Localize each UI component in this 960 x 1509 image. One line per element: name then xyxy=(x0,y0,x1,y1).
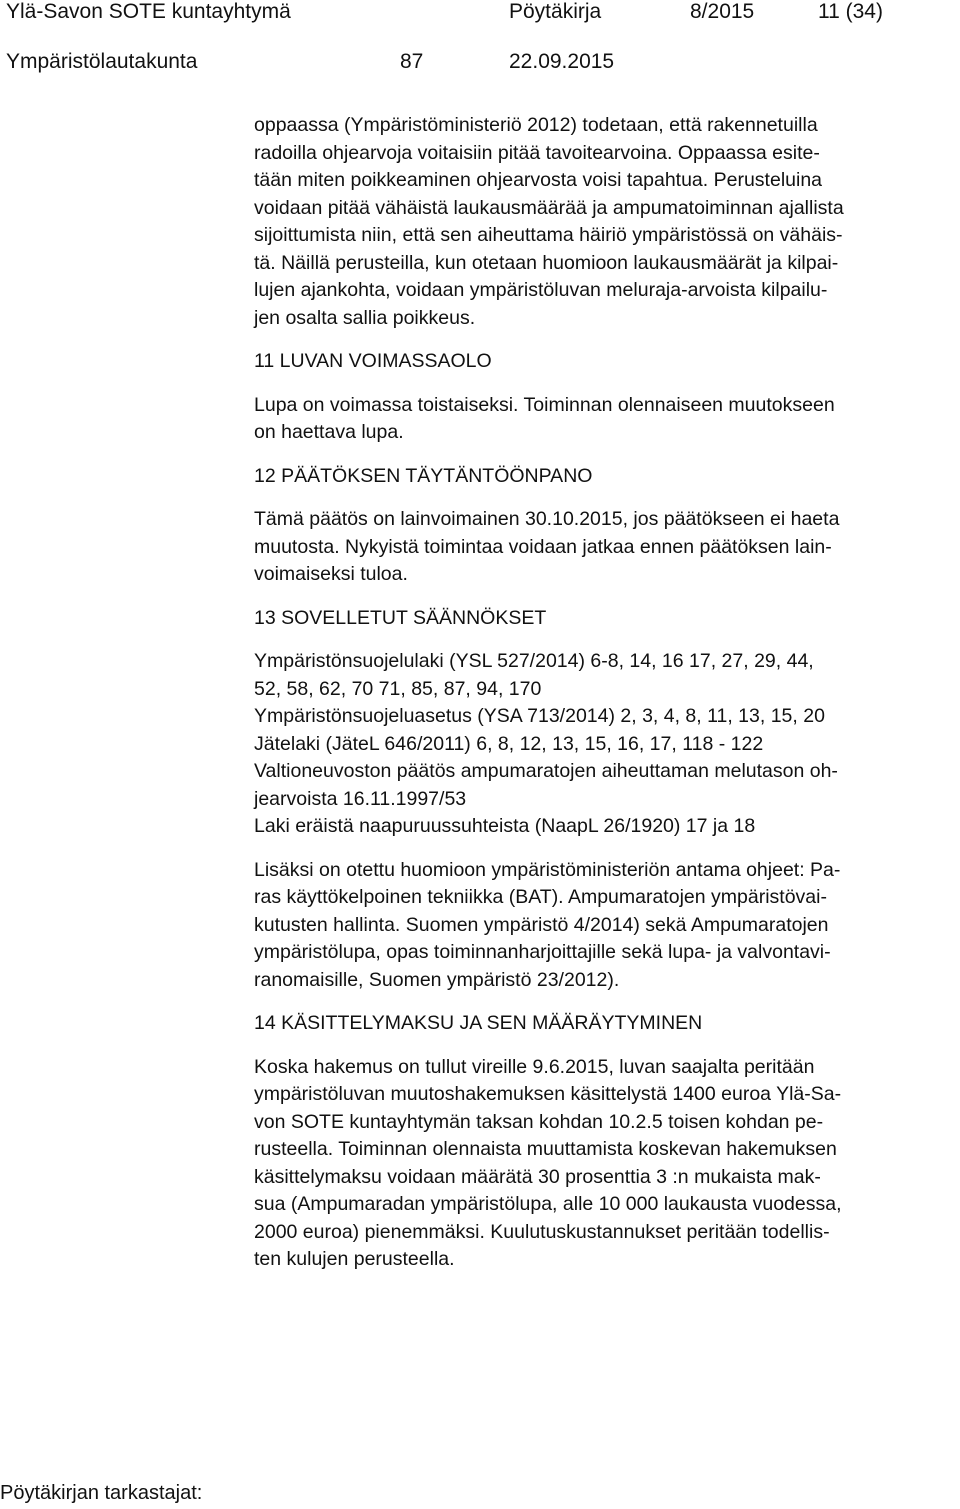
text-line: tään miten poikkeaminen ohjearvosta voisi tapahtua. Perusteluina xyxy=(254,169,823,191)
law-item: Laki eräistä naapuruussuhteista (NaapL 26/1920) 17 ja 18 xyxy=(254,815,756,837)
heading-14: 14 KÄSITTELYMAKSU JA SEN MÄÄRÄYTYMINEN xyxy=(254,1012,703,1034)
paragraph-13-guidelines xyxy=(254,857,960,995)
text-line: käsittelymaksu voidaan määrätä 30 prosenttia 3 :n mukaista mak- xyxy=(254,1165,821,1188)
law-item: Ympäristönsuojelulaki (YSL 527/2014) 6-8, 14, 16 17, 27, 29, 44, xyxy=(254,650,814,672)
heading-13: 13 SOVELLETUT SÄÄNNÖKSET xyxy=(254,606,547,629)
text-line: radoilla ohjearvoja voitaisiin pitää tavoitearvoina. Oppaassa esite- xyxy=(254,141,820,164)
committee-name: Ympäristölautakunta xyxy=(6,50,198,73)
text-line: sijoittumista niin, että sen aiheuttama häiriö ympäristössä on vähäis- xyxy=(254,224,843,246)
text-line: Koska hakemus on tullut vireille 9.6.2015, luvan saajalta peritään xyxy=(254,1055,815,1078)
text-line: ten kulujen perusteella. xyxy=(254,1248,455,1270)
document-body xyxy=(254,112,960,1274)
law-item: Valtioneuvoston päätös ampumaratojen aiheuttaman melutason oh- xyxy=(254,760,838,782)
text-line: kutusten hallinta. Suomen ympäristö 4/2014) sekä Ampumaratojen xyxy=(254,913,829,936)
text-line: ympäristölupa, opas toiminnanharjoittajille sekä lupa- ja valvontavi- xyxy=(254,941,831,963)
text-line: tä. Näillä perusteilla, kun otetaan huomioon laukausmäärät ja kilpai- xyxy=(254,251,839,274)
paragraph-11 xyxy=(254,392,960,447)
text-line: rusteella. Toiminnan olennaista muuttamista koskevan hakemuksen xyxy=(254,1138,837,1160)
text-line: on haettava lupa. xyxy=(254,421,404,443)
text-line: jen osalta sallia poikkeus. xyxy=(254,306,476,329)
text-line: voidaan pitää vähäistä laukausmäärää ja ampumatoiminnan ajallista xyxy=(254,196,844,219)
text-line: Tämä päätös on lainvoimainen 30.10.2015, jos päätökseen ei haeta xyxy=(254,508,840,530)
text-line: Lisäksi on otettu huomioon ympäristöministeriön antama ohjeet: Pa- xyxy=(254,858,841,881)
paragraph-12 xyxy=(254,506,960,589)
text-line: ranomaisille, Suomen ympäristö 23/2012). xyxy=(254,968,620,991)
section-number: 87 xyxy=(400,50,424,73)
law-item: jearvoista 16.11.1997/53 xyxy=(254,787,467,810)
document-number: 8/2015 xyxy=(690,0,755,23)
text-line: Lupa on voimassa toistaiseksi. Toiminnan olennaiseen muutokseen xyxy=(254,393,835,416)
text-line: voimaiseksi tuloa. xyxy=(254,563,408,585)
page-number: 11 (34) xyxy=(818,0,883,23)
text-line: ympäristöluvan muutoshakemuksen käsittelystä 1400 euroa Ylä-Sa- xyxy=(254,1083,842,1105)
text-line: von SOTE kuntayhtymän taksan kohdan 10.2.5 toisen kohdan pe- xyxy=(254,1110,824,1133)
footer-reviewers-label: Pöytäkirjan tarkastajat: xyxy=(0,1482,203,1504)
text-line: muutosta. Nykyistä toimintaa voidaan jatkaa ennen päätöksen lain- xyxy=(254,535,832,558)
law-item: Jätelaki (JäteL 646/2011) 6, 8, 12, 13, 15, 16, 17, 118 - 122 xyxy=(254,732,764,755)
laws-list xyxy=(254,648,960,841)
paragraph-intro xyxy=(254,112,960,332)
text-line: oppaassa (Ympäristöministeriö 2012) todetaan, että rakennetuilla xyxy=(254,114,818,136)
text-line: 2000 euroa) pienemmäksi. Kuulutuskustannukset peritään todellis- xyxy=(254,1220,830,1243)
paragraph-14 xyxy=(254,1054,960,1274)
organization-name: Ylä-Savon SOTE kuntayhtymä xyxy=(6,0,291,23)
law-item: Ympäristönsuojeluasetus (YSA 713/2014) 2, 3, 4, 8, 11, 13, 15, 20 xyxy=(254,705,825,727)
meeting-date: 22.09.2015 xyxy=(509,50,615,73)
document-type: Pöytäkirja xyxy=(509,0,602,23)
text-line: sua (Ampumaradan ympäristölupa, alle 10 000 laukausta vuodessa, xyxy=(254,1193,842,1215)
text-line: ras käyttökelpoinen tekniikka (BAT). Ampumaratojen ympäristövai- xyxy=(254,886,827,908)
heading-12: 12 PÄÄTÖKSEN TÄYTÄNTÖÖNPANO xyxy=(254,464,593,487)
law-item: 52, 58, 62, 70 71, 85, 87, 94, 170 xyxy=(254,677,542,700)
heading-11: 11 LUVAN VOIMASSAOLO xyxy=(254,350,492,372)
text-line: lujen ajankohta, voidaan ympäristöluvan meluraja-arvoista kilpailu- xyxy=(254,279,828,301)
